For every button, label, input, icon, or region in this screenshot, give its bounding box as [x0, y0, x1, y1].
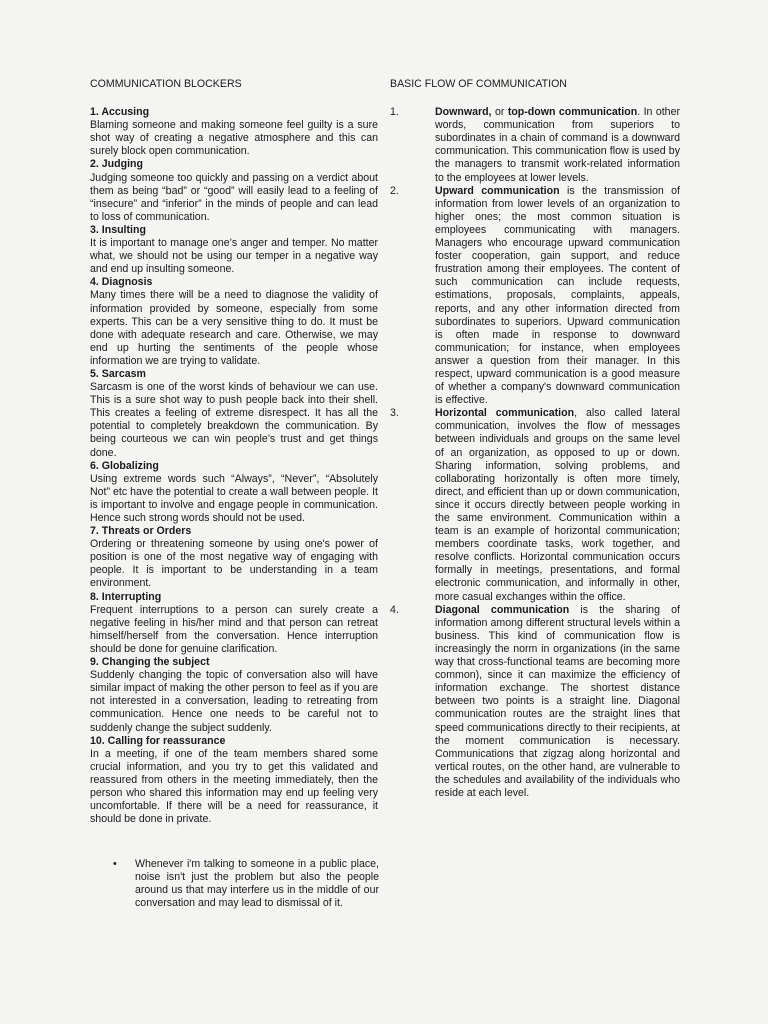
flow-item-text: is the sharing of information among different structural levels within a business. This kind of communication flow is increasingly the norm in organizations (in the same way that cross-functional teams are becoming more common), since it can maximize the efficiency of information exchange. The shortest distance between two points is a straight line. Diagonal communication routes are the straight lines that speed communications directly to their recipients, at the moment communication is necessary. Communications that zigzag along horizontal and vertical routes, on the other hand, are vulnerable to the schedules and availability of the individuals who reside at each level. — [435, 603, 681, 799]
flow-list — [390, 106, 680, 800]
flow-item — [390, 407, 680, 603]
blocker-item — [90, 460, 378, 525]
blocker-description: It is important to manage one’s anger and temper. No matter what, we should not be using our temper in a negative way and end up insulting someone. — [90, 237, 378, 276]
flow-item-number: 3. — [390, 407, 399, 420]
blocker-title: 3. Insulting — [90, 223, 146, 236]
bullet-mark: • — [113, 858, 117, 870]
flow-item-body — [435, 106, 680, 185]
blocker-description: Suddenly changing the topic of conversation also will have similar impact of making the other person to feel as if you are not interested in a conversation, leading to retreating from communication. Hence one needs to be careful not to suddenly change the subject suddenly. — [90, 669, 378, 734]
flow-item-number: 1. — [390, 106, 399, 119]
blocker-item — [90, 224, 378, 276]
flow-item-body — [435, 604, 680, 800]
blocker-title: 9. Changing the subject — [90, 656, 210, 669]
flow-item-number: 2. — [390, 184, 399, 197]
bullet-note — [113, 858, 379, 910]
blocker-item — [90, 368, 378, 460]
blocker-title: 2. Judging — [90, 158, 143, 171]
blocker-description: Frequent interruptions to a person can surely create a negative feeling in his/her mind and that person can retreat himself/herself from the conversation. Hence interruption should be done for genuine clarification. — [90, 603, 378, 655]
blocker-item — [90, 276, 378, 368]
blocker-item — [90, 525, 378, 590]
blocker-title: 7. Threats or Orders — [90, 525, 192, 538]
flow-item-connector: or — [491, 106, 508, 119]
blocker-title: 8. Interrupting — [90, 590, 162, 603]
blocker-description: Ordering or threatening someone by using one's power of position is one of the most negative way of engaging with people. It is important to be understanding in a team environment. — [90, 538, 378, 590]
flow-item — [390, 106, 680, 185]
flow-item-term: Upward communication — [435, 184, 560, 197]
blocker-description: Many times there will be a need to diagnose the validity of information provided by someone, especially from some experts. This can be a very sensitive thing to do. It must be done with adequate research and care. Otherwise, we may end up hurting the sentiments of the people whose information we are trying to validate. — [90, 289, 378, 367]
blocker-item — [90, 106, 378, 158]
flow-item — [390, 185, 680, 408]
flow-item-body — [435, 185, 680, 408]
blocker-title: 1. Accusing — [90, 106, 150, 119]
flow-item-term-alt: top-down communication — [507, 106, 638, 119]
blocker-item — [90, 158, 378, 223]
flow-item-text: . In other words, communication from superiors to subordinates in a chain of command is a downward communication. This communication flow is used by the managers to transmit work-related information to the employees at lower levels. — [435, 106, 680, 184]
flow-item-term: Diagonal communication — [435, 603, 570, 616]
flow-item-number: 4. — [390, 603, 399, 616]
flow-item-term: Downward, — [435, 106, 492, 119]
blocker-item — [90, 656, 378, 735]
flow-heading: BASIC FLOW OF COMMUNICATION — [390, 78, 567, 90]
blocker-title: 10. Calling for reassurance — [90, 734, 226, 747]
blockers-heading: COMMUNICATION BLOCKERS — [90, 78, 242, 90]
blocker-title: 4. Diagnosis — [90, 276, 153, 289]
flow-item-text: , also called lateral communication, involves the flow of messages between individuals and groups on the same level of an organization, as opposed to up or down. Sharing information, solving problems, and collaborating horizontally is often more timely, direct, and efficient than up or down communication, since it occurs directly between people working in the same environment. Communication within a team is an example of horizontal communication; members coordinate tasks, work together, and resolve conflicts. Horizontal communication occurs formally in meetings, presentations, and formal electronic communication, and informally in other, more casual exchanges within the office. — [435, 407, 680, 603]
bullet-text: Whenever i'm talking to someone in a public place, noise isn't just the problem but also the people around us that may interfere us in the middle of our conversation and may lead to dismissal of it. — [135, 858, 379, 910]
communication-flow-column — [390, 78, 680, 800]
flow-item-body — [435, 407, 680, 603]
flow-item-text: is the transmission of information from lower levels of an organization to higher ones; the most common situation is employees communicating with managers. Managers who encourage upward communication foster cooperation, gain support, and reduce frustration among their employees. The content of such communication can include requests, estimations, proposals, complaints, appeals, reports, and any other information directed from subordinates to superiors. Upward communication is often made in response to downward communication; for instance, when employees answer a question from their manager. In this respect, upward communication is a good measure of whether a company's downward communication is effective. — [435, 184, 680, 407]
blocker-description: Using extreme words such “Always”, “Never”, “Absolutely Not” etc have the potential to create a wall between people. It is important to involve and engage people in communication. Hence such strong words should not be used. — [90, 472, 378, 524]
communication-blockers-column — [90, 78, 378, 826]
blocker-description: Sarcasm is one of the worst kinds of behaviour we can use. This is a sure shot way to push people back into their shell. This creates a feeling of extreme disrespect. It has all the potential to completely breakdown the communication. By being courteous we can win people’s trust and get things done. — [90, 381, 378, 459]
blocker-item — [90, 735, 378, 827]
blockers-list — [90, 106, 378, 826]
flow-item — [390, 604, 680, 800]
flow-item-term: Horizontal communication — [435, 407, 575, 420]
blocker-title: 6. Globalizing — [90, 459, 159, 472]
blocker-description: Judging someone too quickly and passing on a verdict about them as being “bad” or “good” will easily lead to a feeling of “insecure” and “inferior” in the minds of people and can lead to loss of communication. — [90, 171, 378, 223]
blocker-description: In a meeting, if one of the team members shared some crucial information, and you try to get this validated and reassured from others in the meeting immediately, then the person who shared this information may end up feeling very uncomfortable. If there will be a need for reassurance, it should be done in private. — [90, 747, 378, 826]
blocker-description: Blaming someone and making someone feel guilty is a sure shot way of creating a negative atmosphere and this can surely block open communication. — [90, 119, 378, 158]
blocker-item — [90, 591, 378, 656]
blocker-title: 5. Sarcasm — [90, 367, 146, 380]
